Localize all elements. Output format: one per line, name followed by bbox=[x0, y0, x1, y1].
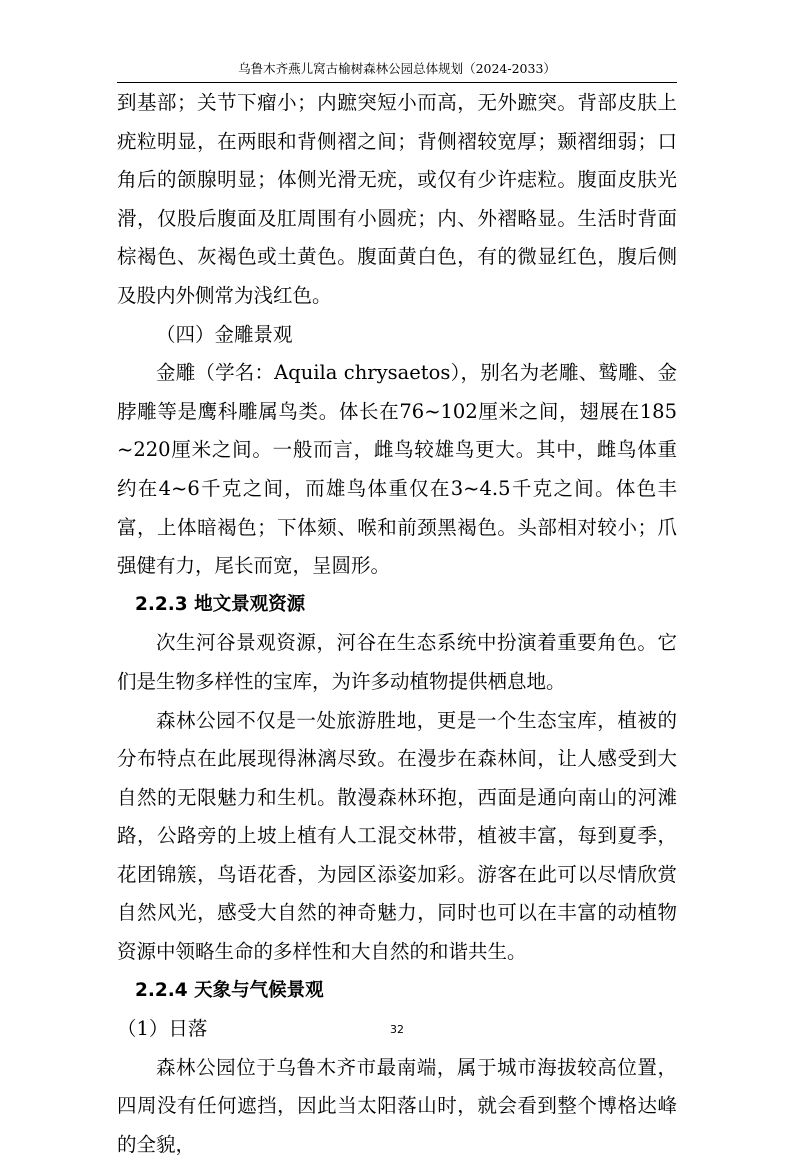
document-body bbox=[117, 84, 677, 1165]
paragraph-sunset: 森林公园位于乌鲁木齐市最南端，属于城市海拔较高位置，四周没有任何遮挡，因此当太阳落山时，就会看到整个博格达峰的全貌， bbox=[117, 1055, 677, 1157]
paragraph-golden-eagle: 金雕（学名：Aquila chrysaetos），别名为老雕、鹫雕、金脖雕等是鹰科雕属鸟类。体长在76~102厘米之间，翅展在185~220厘米之间。一般而言，雌鸟较雄鸟更大。其中，雌鸟体重约在4~6千克之间，而雄鸟体重仅在3~4.5千克之间。体色丰富，上体暗褐色；下体颏、喉和前颈黑褐色。头部相对较小；爪强健有力，尾长而宽，呈圆形。 bbox=[117, 361, 677, 578]
paragraph-frog-description: 到基部；关节下瘤小；内蹠突短小而高，无外蹠突。背部皮肤上疣粒明显，在两眼和背侧褶之间；背侧褶较宽厚；颞褶细弱；口角后的颌腺明显；体侧光滑无疣，或仅有少许痣粒。腹面皮肤光滑，仅股后腹面及肛周围有小圆疣；内、外褶略显。生活时背面棕褐色、灰褐色或土黄色。腹面黄白色，有的微显红色，腹后侧及股内外侧常为浅红色。 bbox=[117, 91, 677, 307]
subsection-heading-golden-eagle: （四）金雕景观 bbox=[156, 322, 293, 346]
section-heading-2-2-4: 2.2.4 天象与气候景观 bbox=[135, 979, 324, 1001]
paragraph-river-valley: 次生河谷景观资源，河谷在生态系统中扮演着重要角色。它们是生物多样性的宝库，为许多动植物提供栖息地。 bbox=[117, 631, 677, 693]
page-number: 32 bbox=[390, 1023, 404, 1036]
page-header: 乌鲁木齐燕儿窝古榆树森林公园总体规划（2024-2033） bbox=[238, 61, 556, 76]
list-item-sunset: （1）日落 bbox=[117, 1017, 208, 1041]
section-heading-2-2-3: 2.2.3 地文景观资源 bbox=[135, 593, 306, 615]
header-divider bbox=[117, 82, 677, 83]
paragraph-forest-park: 森林公园不仅是一处旅游胜地，更是一个生态宝库，植被的分布特点在此展现得淋漓尽致。在漫步在森林间，让人感受到大自然的无限魅力和生机。散漫森林环抱，西面是通向南山的河滩路，公路旁的上坡上植有人工混交林带，植被丰富，每到夏季，花团锦簇，鸟语花香，为园区添姿加彩。游客在此可以尽情欣赏自然风光，感受大自然的神奇魅力，同时也可以在丰富的动植物资源中领略生命的多样性和大自然的和谐共生。 bbox=[117, 708, 677, 964]
